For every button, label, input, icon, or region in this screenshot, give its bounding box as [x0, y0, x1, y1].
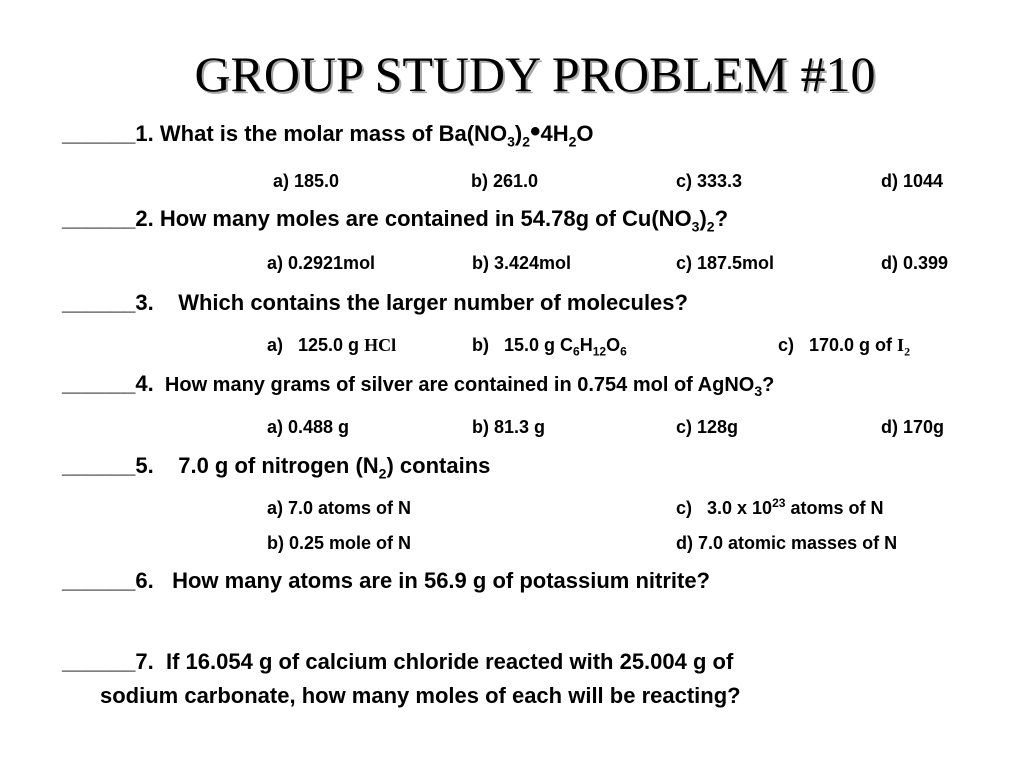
question-5: ______5. 7.0 g of nitrogen $(N_2)$ contains: [62, 453, 491, 482]
q2-answer-d: d) 0.399: [881, 253, 949, 273]
q5-answer-d: d) 7.0 atomic masses of N: [676, 533, 898, 553]
q3-answer-c: c) 170.0 g of $I_2$: [778, 335, 911, 359]
q4-answer-a: a) 0.488 g: [267, 417, 350, 437]
q5-answer-b: b) 0.25 mole of N: [267, 533, 412, 553]
question-7: ______7. If 16.054 g of calcium chloride reacted with 25.004 g of sodium carbonate, how many moles of each will be reacting?: [62, 649, 741, 708]
question-2: ______2. How many moles are contained in 54.78g of $Cu(NO_3)_2$?: [62, 206, 729, 235]
answer-blank: ______: [62, 649, 136, 674]
answer-blank: ______: [62, 121, 136, 146]
question-1: ______1. What is the molar mass of $Ba(NO_3)_2•4H_2O$: [62, 115, 594, 150]
answer-blank: ______: [62, 453, 136, 478]
q5-answer-c: c) 3.0 x $10^{23}$ atoms of N: [676, 496, 884, 518]
hydrate-dot: •: [529, 115, 541, 148]
answer-blank: ______: [62, 371, 136, 396]
question-6: ______6. How many atoms are in 56.9 g of potassium nitrite?: [62, 568, 710, 593]
answer-blank: ______: [62, 290, 136, 315]
q5-answer-a: a) 7.0 atoms of N: [267, 498, 412, 518]
q4-answer-c: c) 128g: [676, 417, 739, 437]
q2-answer-c: c) 187.5mol: [676, 253, 775, 273]
q1-answer-b: b) 261.0: [471, 171, 539, 191]
q1-answer-c: c) 333.3: [676, 171, 743, 191]
q1-answer-d: d) 1044: [881, 171, 944, 191]
q3-answer-b: b) 15.0 g $C_6H_{12}O_6$: [472, 335, 627, 359]
q4-answer-d: d) 170g: [881, 417, 945, 437]
answer-blank: ______: [62, 568, 136, 593]
page-title: GROUP STUDY PROBLEM #10: [194, 46, 876, 102]
q2-answer-b: b) 3.424mol: [472, 253, 572, 273]
question-4: ______4. How many grams of silver are contained in 0.754 mol of AgNO$_3$?: [62, 371, 775, 399]
question-3: ______3. Which contains the larger number of molecules?: [62, 290, 688, 315]
answer-blank: ______: [62, 206, 136, 231]
q4-answer-b: b) 81.3 g: [472, 417, 546, 437]
q1-answer-a: a) 185.0: [273, 171, 340, 191]
q3-answer-a: a) 125.0 g HCl: [267, 335, 397, 355]
q2-answer-a: a) 0.2921mol: [267, 253, 376, 273]
